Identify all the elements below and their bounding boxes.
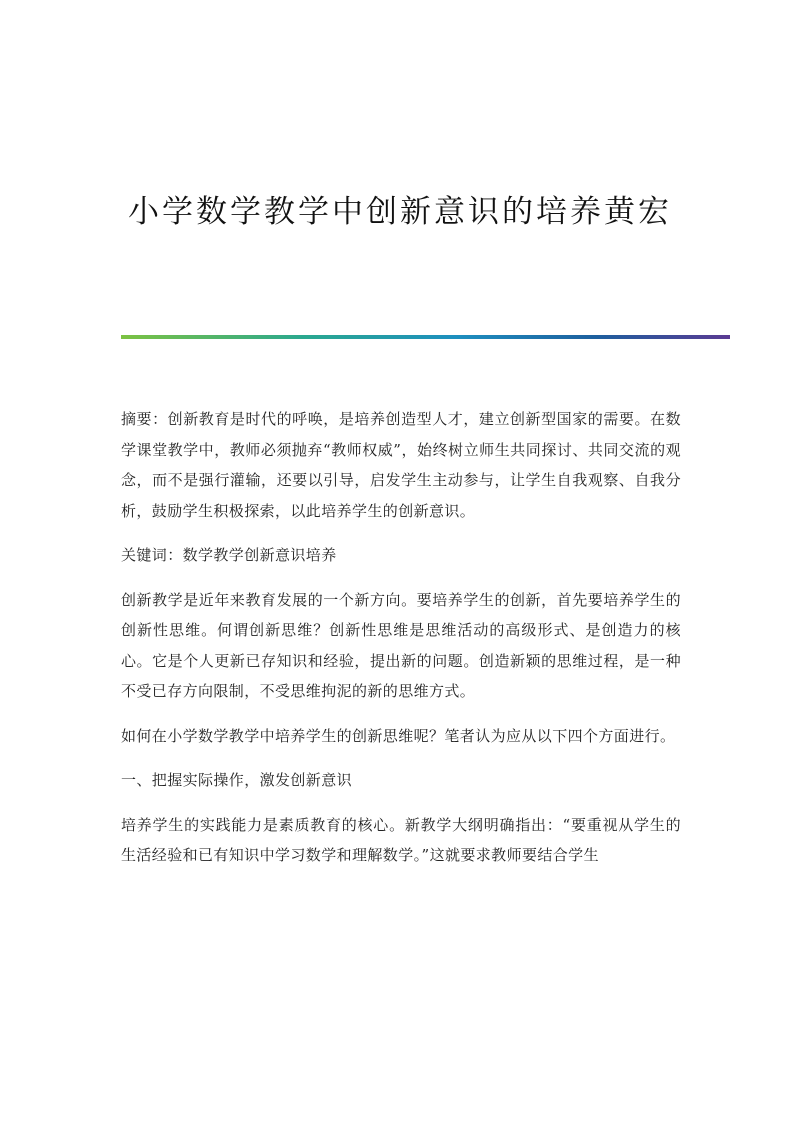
keywords-paragraph: 关键词：数学教学创新意识培养 xyxy=(121,546,337,564)
document-body xyxy=(121,404,681,885)
body-paragraph: 如何在小学数学教学中培养学生的创新思维呢？笔者认为应从以下四个方面进行。 xyxy=(121,726,676,745)
title-divider xyxy=(121,335,730,339)
abstract-paragraph: 摘要：创新教育是时代的呼唤，是培养创造型人才，建立创新型国家的需要。在数学课堂教学中，教师必须抛弃“教师权威”，始终树立师生共同探讨、共同交流的观念，而不是强行灌输，还要以引导，启发学生主动参与，让学生自我观察、自我分析，鼓励学生积极探索，以此培养学生的创新意识。 xyxy=(121,410,681,520)
document-title: 小学数学教学中创新意识的培养黄宏 xyxy=(128,194,672,230)
section-heading: 一、把握实际操作，激发创新意识 xyxy=(121,771,353,789)
body-paragraph: 培养学生的实践能力是素质教育的核心。新教学大纲明确指出：“要重视从学生的生活经验和已有知识中学习数学和理解数学。”这就要求教师要结合学生 xyxy=(121,815,681,864)
body-paragraph: 创新教学是近年来教育发展的一个新方向。要培养学生的创新，首先要培养学生的创新性思维。何谓创新思维？创新性思维是思维活动的高级形式、是创造力的核心。它是个人更新已存知识和经验，提出新的问题。创造新颖的思维过程，是一种不受已存方向限制，不受思维拘泥的新的思维方式。 xyxy=(121,590,681,700)
